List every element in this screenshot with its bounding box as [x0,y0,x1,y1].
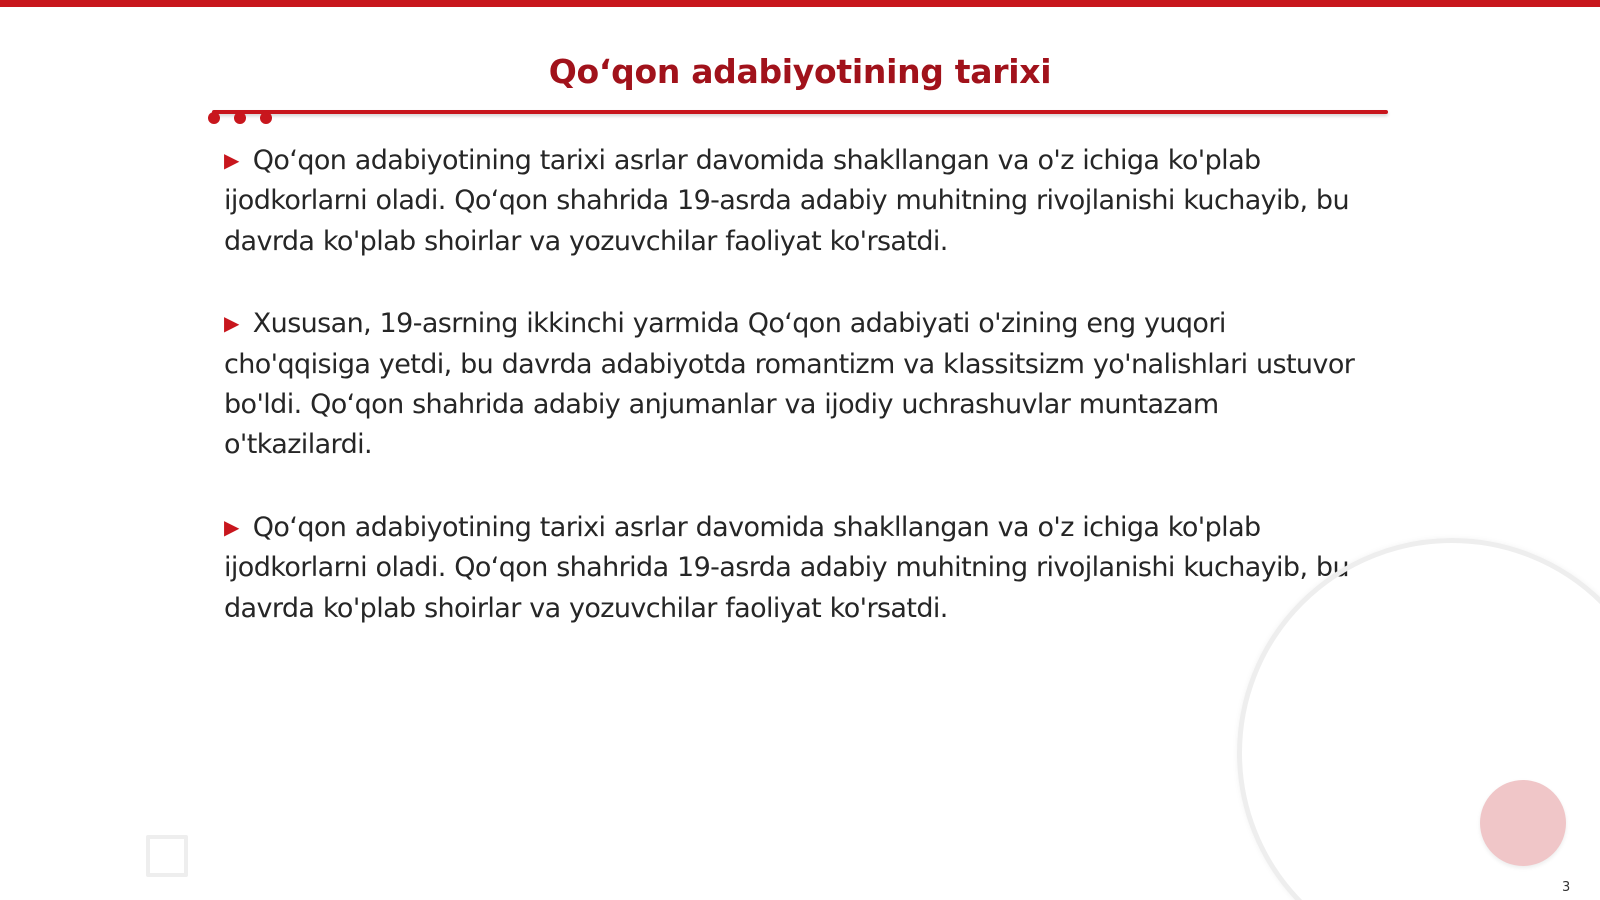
triangle-right-icon: ▶ [224,148,239,172]
underline-dot-2 [234,112,246,124]
page-number: 3 [1562,880,1571,895]
title-underline [212,110,1388,114]
bullet-text-1: Qo‘qon adabiyotining tarixi asrlar davomida shakllangan va o'z ichiga ko'plab ijodkorlarni oladi. Qo‘qon shahrida 19-asrda adabiy muhitning rivojlanishi kuchayib, bu davrda ko'plab shoirlar va yozuvchilar faoliyat ko'rsatdi. [224,145,1349,257]
bullet-list [224,140,1374,670]
triangle-right-icon: ▶ [224,514,239,539]
bullet-item-2 [224,303,1374,466]
bullet-text-2: Xususan, 19-asrning ikkinchi yarmida Qo‘qon adabiyati o'zining eng yuqori cho'qqisiga yetdi, bu davrda adabiyotda romantizm va klassitsizm yo'nalishlari ustuvor bo'ldi. Qo‘qon shahrida adabiy anjumanlar va ijodiy uchrashuvlar muntazam o'tkazilardi. [224,308,1355,461]
bullet-item-1 [224,140,1374,262]
bullet-item-3 [224,507,1374,629]
top-accent-bar [0,0,1600,7]
underline-dot-3 [260,112,272,124]
triangle-right-icon: ▶ [224,311,239,336]
slide-title: Qo‘qon adabiyotining tarixi [548,52,1052,91]
bullet-text-3: Qo‘qon adabiyotining tarixi asrlar davomida shakllangan va o'z ichiga ko'plab ijodkorlarni oladi. Qo‘qon shahrida 19-asrda adabiy muhitning rivojlanishi kuchayib, bu davrda ko'plab shoirlar va yozuvchilar faoliyat ko'rsatdi. [224,511,1349,624]
decorative-pink-circle [1480,780,1566,866]
underline-dot-1 [208,112,220,124]
decorative-square [146,835,188,877]
